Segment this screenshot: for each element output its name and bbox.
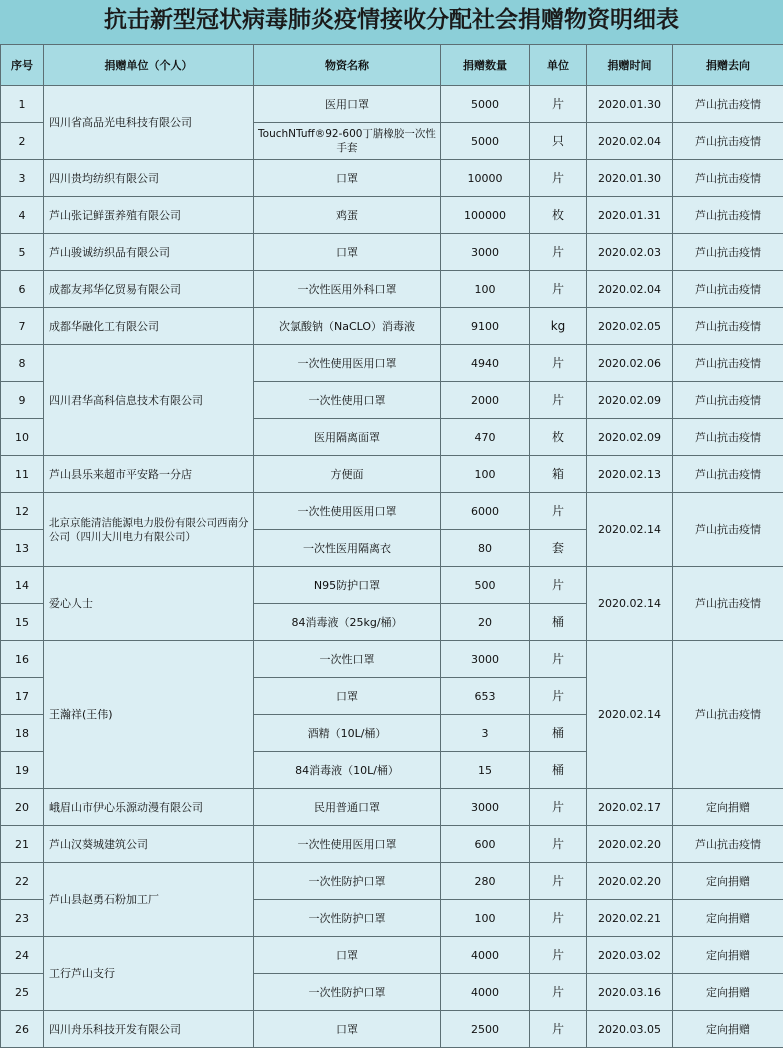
date-cell: 2020.02.14	[587, 493, 673, 567]
qty-cell: 470	[441, 419, 530, 456]
donor-cell: 爱心人士	[44, 567, 254, 641]
item-cell: TouchNTuff®92-600丁腈橡胶一次性手套	[254, 123, 441, 160]
item-cell: 一次性使用口罩	[254, 382, 441, 419]
qty-cell: 100	[441, 456, 530, 493]
unit-cell: 桶	[530, 752, 587, 789]
qty-cell: 5000	[441, 123, 530, 160]
dest-cell: 定向捐赠	[673, 1011, 783, 1048]
donor-cell: 四川舟乐科技开发有限公司	[44, 1011, 254, 1048]
row-no: 3	[1, 160, 44, 197]
qty-cell: 3	[441, 715, 530, 752]
item-cell: N95防护口罩	[254, 567, 441, 604]
donor-cell: 芦山县乐来超市平安路一分店	[44, 456, 254, 493]
date-cell: 2020.03.16	[587, 974, 673, 1011]
date-cell: 2020.01.30	[587, 86, 673, 123]
row-no: 25	[1, 974, 44, 1011]
date-cell: 2020.02.03	[587, 234, 673, 271]
qty-cell: 500	[441, 567, 530, 604]
qty-cell: 4000	[441, 974, 530, 1011]
table-row	[1, 567, 783, 604]
qty-cell: 2500	[441, 1011, 530, 1048]
date-cell: 2020.02.20	[587, 863, 673, 900]
table-row	[1, 234, 783, 271]
dest-cell: 芦山抗击疫情	[673, 419, 783, 456]
table-row	[1, 789, 783, 826]
item-cell: 医用隔离面罩	[254, 419, 441, 456]
header-row	[1, 45, 783, 86]
dest-cell: 芦山抗击疫情	[673, 567, 783, 641]
donor-cell: 四川省高品光电科技有限公司	[44, 86, 254, 160]
dest-cell: 芦山抗击疫情	[673, 123, 783, 160]
donor-cell: 成都华融化工有限公司	[44, 308, 254, 345]
item-cell: 一次性口罩	[254, 641, 441, 678]
row-no: 26	[1, 1011, 44, 1048]
table-row	[1, 1011, 783, 1048]
unit-cell: 片	[530, 900, 587, 937]
row-no: 19	[1, 752, 44, 789]
row-no: 16	[1, 641, 44, 678]
qty-cell: 4000	[441, 937, 530, 974]
qty-cell: 20	[441, 604, 530, 641]
unit-cell: 片	[530, 678, 587, 715]
qty-cell: 100	[441, 900, 530, 937]
header-donor: 捐赠单位（个人）	[44, 45, 254, 86]
donor-cell: 峨眉山市伊心乐源动漫有限公司	[44, 789, 254, 826]
unit-cell: 片	[530, 937, 587, 974]
item-cell: 一次性医用隔离衣	[254, 530, 441, 567]
page-title: 抗击新型冠状病毒肺炎疫情接收分配社会捐赠物资明细表	[0, 0, 783, 44]
date-cell: 2020.03.05	[587, 1011, 673, 1048]
item-cell: 酒精（10L/桶）	[254, 715, 441, 752]
dest-cell: 芦山抗击疫情	[673, 308, 783, 345]
item-cell: 民用普通口罩	[254, 789, 441, 826]
date-cell: 2020.02.06	[587, 345, 673, 382]
table-row	[1, 937, 783, 974]
row-no: 7	[1, 308, 44, 345]
unit-cell: 片	[530, 345, 587, 382]
dest-cell: 定向捐赠	[673, 863, 783, 900]
donor-cell: 工行芦山支行	[44, 937, 254, 1011]
item-cell: 一次性使用医用口罩	[254, 345, 441, 382]
qty-cell: 4940	[441, 345, 530, 382]
donor-cell: 芦山汉葵城建筑公司	[44, 826, 254, 863]
qty-cell: 3000	[441, 641, 530, 678]
table-row	[1, 826, 783, 863]
donor-cell: 北京京能清洁能源电力股份有限公司西南分公司（四川大川电力有限公司）	[44, 493, 254, 567]
item-cell: 方便面	[254, 456, 441, 493]
unit-cell: 片	[530, 382, 587, 419]
dest-cell: 芦山抗击疫情	[673, 345, 783, 382]
row-no: 8	[1, 345, 44, 382]
unit-cell: 片	[530, 641, 587, 678]
qty-cell: 15	[441, 752, 530, 789]
item-cell: 一次性使用医用口罩	[254, 826, 441, 863]
dest-cell: 芦山抗击疫情	[673, 382, 783, 419]
row-no: 9	[1, 382, 44, 419]
qty-cell: 280	[441, 863, 530, 900]
row-no: 23	[1, 900, 44, 937]
item-cell: 口罩	[254, 160, 441, 197]
table-row	[1, 86, 783, 123]
qty-cell: 10000	[441, 160, 530, 197]
item-cell: 鸡蛋	[254, 197, 441, 234]
donor-cell: 芦山张记鲜蛋养殖有限公司	[44, 197, 254, 234]
unit-cell: 片	[530, 974, 587, 1011]
qty-cell: 6000	[441, 493, 530, 530]
row-no: 22	[1, 863, 44, 900]
header-dest: 捐赠去向	[673, 45, 783, 86]
table-row	[1, 456, 783, 493]
unit-cell: 片	[530, 1011, 587, 1048]
unit-cell: 片	[530, 86, 587, 123]
date-cell: 2020.02.05	[587, 308, 673, 345]
dest-cell: 芦山抗击疫情	[673, 234, 783, 271]
table-row	[1, 308, 783, 345]
table-row	[1, 863, 783, 900]
dest-cell: 芦山抗击疫情	[673, 271, 783, 308]
unit-cell: 套	[530, 530, 587, 567]
row-no: 18	[1, 715, 44, 752]
date-cell: 2020.02.04	[587, 271, 673, 308]
unit-cell: 片	[530, 493, 587, 530]
table-row	[1, 641, 783, 678]
row-no: 20	[1, 789, 44, 826]
donor-cell: 王瀚祥(王伟)	[44, 641, 254, 789]
row-no: 6	[1, 271, 44, 308]
header-no: 序号	[1, 45, 44, 86]
dest-cell: 芦山抗击疫情	[673, 826, 783, 863]
unit-cell: 箱	[530, 456, 587, 493]
qty-cell: 100000	[441, 197, 530, 234]
header-item: 物资名称	[254, 45, 441, 86]
item-cell: 口罩	[254, 234, 441, 271]
unit-cell: 枚	[530, 419, 587, 456]
dest-cell: 芦山抗击疫情	[673, 493, 783, 567]
date-cell: 2020.03.02	[587, 937, 673, 974]
unit-cell: 枚	[530, 197, 587, 234]
item-cell: 84消毒液（10L/桶）	[254, 752, 441, 789]
item-cell: 一次性医用外科口罩	[254, 271, 441, 308]
dest-cell: 芦山抗击疫情	[673, 641, 783, 789]
donation-table	[0, 44, 783, 1048]
unit-cell: 片	[530, 234, 587, 271]
unit-cell: 桶	[530, 715, 587, 752]
donor-cell: 四川君华高科信息技术有限公司	[44, 345, 254, 456]
unit-cell: 只	[530, 123, 587, 160]
item-cell: 一次性防护口罩	[254, 863, 441, 900]
table-row	[1, 160, 783, 197]
row-no: 10	[1, 419, 44, 456]
dest-cell: 定向捐赠	[673, 789, 783, 826]
qty-cell: 80	[441, 530, 530, 567]
qty-cell: 600	[441, 826, 530, 863]
item-cell: 一次性防护口罩	[254, 974, 441, 1011]
qty-cell: 3000	[441, 789, 530, 826]
row-no: 17	[1, 678, 44, 715]
date-cell: 2020.02.17	[587, 789, 673, 826]
item-cell: 医用口罩	[254, 86, 441, 123]
unit-cell: 片	[530, 160, 587, 197]
donor-cell: 成都友邦华亿贸易有限公司	[44, 271, 254, 308]
table-row	[1, 271, 783, 308]
date-cell: 2020.02.09	[587, 382, 673, 419]
row-no: 24	[1, 937, 44, 974]
row-no: 1	[1, 86, 44, 123]
table-row	[1, 493, 783, 530]
table-row	[1, 345, 783, 382]
qty-cell: 2000	[441, 382, 530, 419]
date-cell: 2020.02.14	[587, 567, 673, 641]
dest-cell: 定向捐赠	[673, 974, 783, 1011]
row-no: 15	[1, 604, 44, 641]
date-cell: 2020.02.14	[587, 641, 673, 789]
date-cell: 2020.02.20	[587, 826, 673, 863]
date-cell: 2020.02.04	[587, 123, 673, 160]
qty-cell: 9100	[441, 308, 530, 345]
table-row	[1, 197, 783, 234]
donor-cell: 芦山县赵勇石粉加工厂	[44, 863, 254, 937]
qty-cell: 100	[441, 271, 530, 308]
dest-cell: 芦山抗击疫情	[673, 197, 783, 234]
row-no: 11	[1, 456, 44, 493]
row-no: 5	[1, 234, 44, 271]
dest-cell: 芦山抗击疫情	[673, 456, 783, 493]
dest-cell: 芦山抗击疫情	[673, 86, 783, 123]
header-unit: 单位	[530, 45, 587, 86]
item-cell: 口罩	[254, 1011, 441, 1048]
unit-cell: 桶	[530, 604, 587, 641]
dest-cell: 定向捐赠	[673, 937, 783, 974]
row-no: 14	[1, 567, 44, 604]
header-date: 捐赠时间	[587, 45, 673, 86]
row-no: 2	[1, 123, 44, 160]
unit-cell: 片	[530, 826, 587, 863]
dest-cell: 芦山抗击疫情	[673, 160, 783, 197]
unit-cell: 片	[530, 271, 587, 308]
qty-cell: 653	[441, 678, 530, 715]
donor-cell: 芦山骏诚纺织品有限公司	[44, 234, 254, 271]
item-cell: 口罩	[254, 937, 441, 974]
item-cell: 次氯酸钠（NaCLO）消毒液	[254, 308, 441, 345]
header-qty: 捐赠数量	[441, 45, 530, 86]
qty-cell: 3000	[441, 234, 530, 271]
row-no: 12	[1, 493, 44, 530]
date-cell: 2020.02.13	[587, 456, 673, 493]
row-no: 21	[1, 826, 44, 863]
item-cell: 一次性使用医用口罩	[254, 493, 441, 530]
item-cell: 口罩	[254, 678, 441, 715]
row-no: 13	[1, 530, 44, 567]
date-cell: 2020.02.21	[587, 900, 673, 937]
unit-cell: 片	[530, 863, 587, 900]
unit-cell: kg	[530, 308, 587, 345]
date-cell: 2020.01.31	[587, 197, 673, 234]
qty-cell: 5000	[441, 86, 530, 123]
item-cell: 84消毒液（25kg/桶）	[254, 604, 441, 641]
item-cell: 一次性防护口罩	[254, 900, 441, 937]
dest-cell: 定向捐赠	[673, 900, 783, 937]
date-cell: 2020.01.30	[587, 160, 673, 197]
row-no: 4	[1, 197, 44, 234]
unit-cell: 片	[530, 567, 587, 604]
unit-cell: 片	[530, 789, 587, 826]
donor-cell: 四川贵均纺织有限公司	[44, 160, 254, 197]
date-cell: 2020.02.09	[587, 419, 673, 456]
